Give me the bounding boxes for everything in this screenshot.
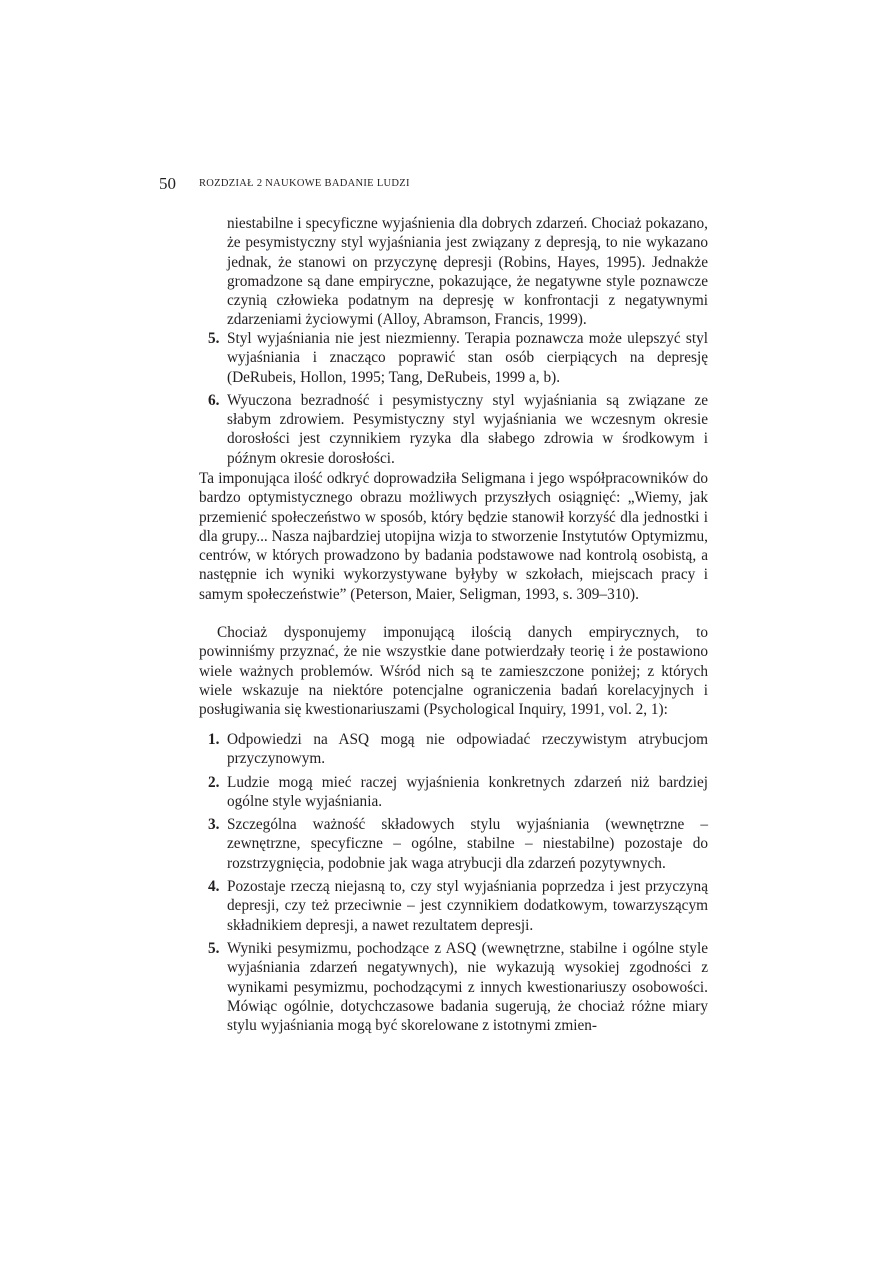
list-number: 5. xyxy=(208,939,220,957)
continuation-text: niestabilne i specyficzne wyjaśnienia dla dobrych zdarzeń. Chociaż pokazano, że pesymistyczny styl wyjaśniania jest związany z depresją, to nie wykazano jednak, że stanowi on przyczynę depresji (Robins, Hayes, 1995). Jednakże gromadzone są dane empiryczne, pokazujące, że negatywne style poznawcze czynią człowieka podatnym na depresję w konfrontacji z negatywnymi zdarzeniami życiowymi (Alloy, Abramson, Francis, 1999). xyxy=(227,215,708,329)
running-header: ROZDZIAŁ 2 NAUKOWE BADANIE LUDZI xyxy=(199,178,410,189)
list-number: 4. xyxy=(208,878,220,896)
list-text: Wyuczona bezradność i pesymistyczny styl wyjaśniania są związane ze słabym zdrowiem. Pesymistyczny styl wyjaśniania we wczesnym okresie dorosłości jest czynnikiem ryzyka dla słabego zdrowia w środkowym i późnym okresie dorosłości. xyxy=(227,391,708,467)
list-item xyxy=(208,877,708,935)
list-number: 5. xyxy=(208,330,220,347)
list-text: Szczególna ważność składowych stylu wyjaśniania (wewnętrzne – zewnętrzne, specyficzne – ogólne, stabilne – niestabilne) pozostaje do rozstrzygnięcia, podobnie jak waga atrybucji dla zdarzeń pozytywnych. xyxy=(227,816,708,872)
list-number: 6. xyxy=(208,391,220,409)
list-number: 2. xyxy=(208,773,220,791)
page-number: 50 xyxy=(159,174,176,193)
list-item xyxy=(208,815,708,873)
list-item xyxy=(208,939,708,1035)
list-text: Ludzie mogą mieć raczej wyjaśnienia konkretnych zdarzeń niż bardziej ogólne style wyjaśniania. xyxy=(227,773,708,810)
list-item xyxy=(208,773,708,812)
list-item xyxy=(208,329,708,387)
list-text: Wyniki pesymizmu, pochodzące z ASQ (wewnętrzne, stabilne i ogólne style wyjaśniania zdarzeń negatywnych), nie wykazują wysokiej zgodności z wynikami pesymizmu, pochodzącymi z innych kwestionariuszy osobowości. Mówiąc ogólnie, dotychczasowe badania sugerują, że chociaż różne miary stylu wyjaśniania mogą być skorelowane z istotnymi zmien- xyxy=(227,939,708,1035)
paragraph-limitations: Chociaż dysponujemy imponującą ilością danych empirycznych, to powinniśmy przyznać, że nie wszystkie dane potwierdzały teorię i że postawiono wiele ważnych problemów. Wśród nich są te zamieszczone poniżej; z których wiele wskazuje na niektóre potencjalne ograniczenia badań korelacyjnych i posługiwania się kwestionariuszami (Psychological Inquiry, 1991, vol. 2, 1): xyxy=(199,624,708,719)
list-lower xyxy=(208,730,708,1035)
list-number: 3. xyxy=(208,816,220,834)
list-text: Pozostaje rzeczą niejasną to, czy styl wyjaśniania poprzedza i jest przyczyną depresji, czy też przeciwnie – jest czynnikiem dodatkowym, towarzyszącym składnikiem depresji, a nawet rezultatem depresji. xyxy=(227,878,708,934)
list-text: Odpowiedzi na ASQ mogą nie odpowiadać rzeczywistym atrybucjom przyczynowym. xyxy=(227,731,708,768)
list-item xyxy=(208,730,708,769)
list-text: Styl wyjaśniania nie jest niezmienny. Terapia poznawcza może ulepszyć styl wyjaśniania i znacząco poprawić stan osób cierpiących na depresję (DeRubeis, Hollon, 1995; Tang, DeRubeis, 1999 a, b). xyxy=(227,330,708,386)
paragraph-seligman: Ta imponująca ilość odkryć doprowadziła Seligmana i jego współpracowników do bardzo optymistycznego obrazu możliwych przyszłych osiągnięć: „Wiemy, jak przemienić społeczeństwo w sposób, który będzie stanowił korzyść dla jednostki i dla grupy... Nasza najbardziej utopijna wizja to stworzenie Instytutów Optymizmu, centrów, w których prowadzono by badania podstawowe nad kontrolą osobistą, a następnie ich wyniki wykorzystywane byłyby w szkołach, miejscach pracy i samym społeczeństwie” (Peterson, Maier, Seligman, 1993, s. 309–310). xyxy=(199,470,708,603)
list-upper xyxy=(208,329,708,468)
list-number: 1. xyxy=(208,731,220,748)
list-item xyxy=(208,391,708,468)
